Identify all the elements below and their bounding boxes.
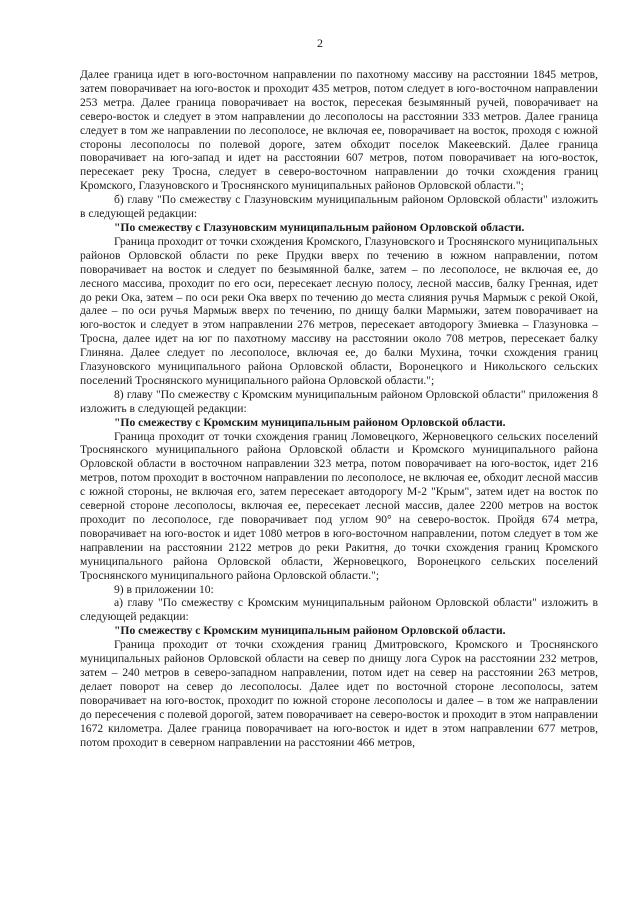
paragraph: Граница проходит от точки схождения Кромского, Глазуновского и Троснянского муниципальных районов Орловской области по реке Прудки вверх по течению в южном направлении, потом поворачивает на восток и следует по безымянной балке, затем – по лесополосе, не включая ее, до лесного массива, проходит по его оси, пересекает лесную полосу, лесной массив, балку Гренная, идет до реки Ока, затем – по оси реки Ока вверх по течению до места слияния ручья Мармыж с рекой Окой, далее – по оси ручья Мармыж вверх по течению, по днищу балки Мармыжи, затем поворачивает на юго-восток и следует в этом направлении 276 метров, пересекает автодорогу Змиевка – Глазуновка – Тросна, далее идет на юг по пахотному массиву на расстоянии около 708 метров, пересекает балку Глиняна. Далее следует по лесополосе, включая ее, до балки Мухина, точки схождения границ Глазуновского муниципального района Орловской области, Воронецкого и Никольского сельских поселений Троснянского муниципального района Орловской области."; — [80, 234, 598, 387]
section-heading: "По смежеству с Кромским муниципальным районом Орловской области. — [114, 415, 506, 429]
paragraph: Далее граница идет в юго-восточном направлении по пахотному массиву на расстоянии 1845 метров, затем поворачивает на юго-восток и проходит 435 метров, потом следует в юго-восточном направлении 253 метра. Далее граница поворачивает на восток, пересекая безымянный ручей, поворачивает на северо-восток и следует в этом направлении до лесополосы на расстоянии 333 метров. Далее граница следует в том же направлении по лесополосе, не включая ее, поворачивает на восток, проходя с южной стороны лесополосы по полевой дороге, затем обходит поселок Макеевский. Далее граница поворачивает на юго-запад и идет на расстоянии 607 метров, потом поворачивает на юго-восток, пересекает реку Тросна, следует в северо-восточном направлении до точки схождения границ Кромского, Глазуновского и Троснянского муниципальных районов Орловской области."; — [80, 68, 598, 193]
paragraph: а) главу "По смежеству с Кромским муниципальным районом Орловской области" изложить в следующей редакции: — [80, 596, 598, 624]
document-body — [80, 68, 598, 749]
paragraph: б) главу "По смежеству с Глазуновским муниципальным районом Орловской области" изложить в следующей редакции: — [80, 193, 598, 221]
paragraph: 9) в приложении 10: — [114, 582, 214, 596]
section-heading: "По смежеству с Кромским муниципальным районом Орловской области. — [114, 624, 506, 638]
paragraph: Граница проходит от точки схождения границ Дмитровского, Кромского и Троснянского муниципальных районов Орловской области на север по днищу лога Сурок на расстоянии 232 метров, затем – 240 метров в северо-западном направлении, потом идет на север на расстоянии 263 метров, делает поворот на север до лесополосы. Далее идет по восточной стороне лесополосы, затем поворачивает на юго-восток, проходит по южной стороне лесополосы и далее – в том же направлении до пересечения с полевой дорогой, затем поворачивает на северо-восток и проходит в этом направлении 1672 километра. Далее граница поворачивает на юго-восток и идет в этом направлении 677 метров, потом проходит в северном направлении на расстоянии 466 метров, — [80, 638, 598, 749]
section-heading: "По смежеству с Глазуновским муниципальным районом Орловской области. — [114, 220, 525, 234]
paragraph: Граница проходит от точки схождения границ Ломовецкого, Жерновецкого сельских поселений Троснянского муниципального района Орловской области и Кромского муниципального района Орловской области в восточном направлении 323 метра, потом поворачивает на юго-восток, идет 216 метров, потом проходит в восточном направлении по лесополосе, не включая ее, обходит лесной массив с южной стороны, не включая его, затем пересекает автодорогу М-2 "Крым", затем идет на восток по северной стороне лесополосы, включая ее, пересекает лесной массив, далее 2200 метров на восток проходит по лесополосе, где поворачивает под углом 90° на северо-восток. Пройдя 674 метра, поворачивает на юго-восток и идет 1080 метров в юго-восточном направлении, потом следует в том же направлении на расстоянии 2122 метров до реки Ракитня, до точки схождения границ Кромского муниципального района Орловской области, Жерновецкого, Воронецкого сельских поселений Троснянского муниципального района Орловской области."; — [80, 429, 598, 582]
page-number: 2 — [317, 36, 323, 50]
paragraph: 8) главу "По смежеству с Кромским муниципальным районом Орловской области" приложения 8 изложить в следующей редакции: — [80, 387, 598, 415]
